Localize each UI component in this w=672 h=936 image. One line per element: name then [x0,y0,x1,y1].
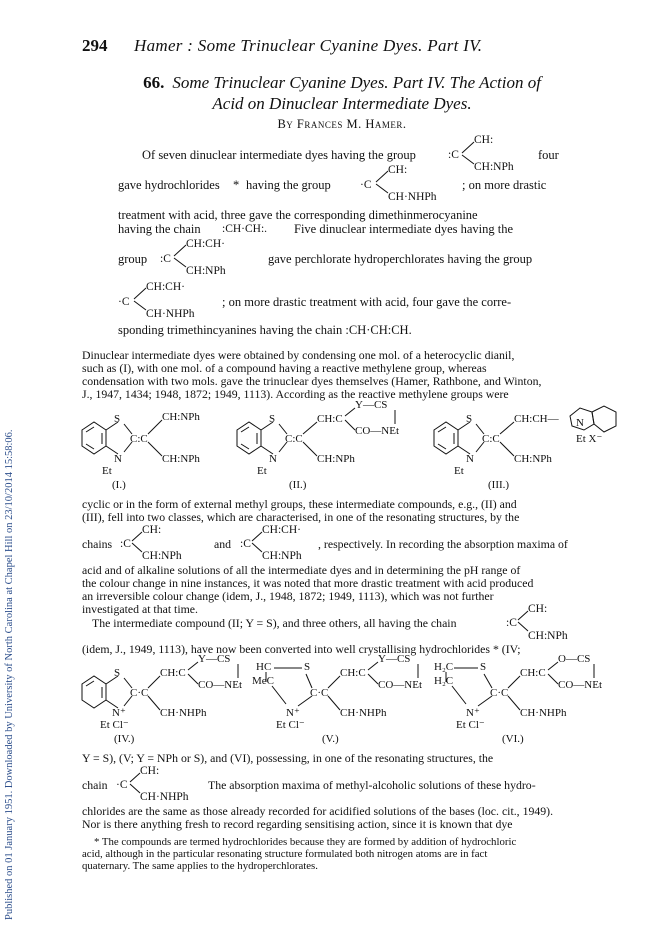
struct-II-cc: C:C [285,433,303,445]
structure-V [252,654,432,746]
struct-IV-s: S [114,667,121,679]
chem-ch-nph: CH:NPh [528,630,568,642]
struct-III-et: Et [454,465,464,477]
struct-V-label: (V.) [322,733,339,745]
abstract-line-7: sponding trimethincyanines having the chain :CH·CH:CH. [118,323,412,337]
para1-line-3: condensation with two mols. gave the trinuclear dyes themselves (Hamer, Rathbone, and Winton, [82,374,542,388]
struct-V-r1: CH:C [340,667,366,679]
struct-IV-y: Y—CS [198,654,231,665]
struct-V-s: S [304,661,311,673]
struct-IV-r2: CH·NHPh [160,707,207,719]
page-number: 294 [82,36,108,55]
para3-line-2b: The absorption maxima of methyl-alcoholic solutions of these hydro- [208,778,536,792]
chem-ch-colon: CH: [474,134,494,146]
abstract-line-2a: gave hydrochlorides [118,178,220,192]
chem-ch-ch: CH:CH· [262,524,301,536]
chem-ch-colon: CH: [528,603,548,615]
chem-c-colon: :C [120,538,131,550]
title-line-1: Some Trinuclear Cyanine Dyes. Part IV. The Action of [172,73,541,92]
struct-IV-label: (IV.) [114,733,135,745]
para3-line-2a: chain [82,778,108,792]
structure-VI [432,654,607,746]
chem-c-dot: ·C [116,779,128,791]
chem-ch-ch: CH:CH· [186,238,225,250]
struct-III-n: N [466,453,474,465]
struct-IV-co: CO—NEt [198,679,242,691]
struct-I-label: (I.) [112,479,126,490]
struct-II-s: S [269,413,276,425]
struct-V-etcl: Et Cl⁻ [276,719,305,731]
struct-I-et: Et [102,465,112,477]
title-line-2: Acid on Dinuclear Intermediate Dyes. [212,94,472,113]
para2-line-8a: The intermediate compound (II; Y = S), and three others, all having the chain [92,616,457,630]
chem-ch-nhph: CH·NHPh [140,791,189,803]
chem-ch-nph: CH:NPh [262,550,302,562]
para3-line-3: chlorides are the same as those already recorded for acidified solutions of the bases (loc. cit., 1949). [82,804,554,818]
para2-line-9: (idem, J., 1949, 1113), have now been converted into well crystallising hydrochlorides * (IV; [82,642,521,656]
chem-ch-colon: CH: [388,164,408,176]
struct-III-etx: Et X⁻ [576,433,603,445]
structure-III [424,400,624,490]
chem-c-colon: :C [160,253,171,265]
struct-III-s: S [466,413,473,425]
para2-line-2: (III), fell into two classes, which are characterised, in one of the resonating structures, by the [82,510,520,524]
abstract-line-2b: having the group [246,178,331,192]
struct-III-r2: CH:NPh [514,453,552,465]
para3-line-4: Nor is there anything fresh to record regarding sensitising action, since it is known that dye [82,817,513,831]
abstract-line-3: treatment with acid, three gave the corresponding dimethinmerocyanine [118,208,478,222]
download-watermark: Published on 01 January 1951. Downloaded by University of North Carolina at Chapel Hill on 23/10/2014 15:58:06. [4,429,15,920]
struct-II-y: Y—CS [355,400,388,411]
structure-I [72,400,242,490]
struct-I-r2: CH:NPh [162,453,200,465]
chem-ch-nhph: CH·NHPh [388,191,437,203]
struct-V-hc: HC [256,661,272,673]
chem-c-colon: :C [506,617,517,629]
struct-II-label: (II.) [289,479,307,490]
chem-ch-nph: CH:NPh [186,265,226,277]
para2-line-3a: chains [82,537,113,551]
struct-VI-label: (VI.) [502,733,524,745]
para2-line-5: the colour change in nine instances, it was noted that more drastic treatment with acid produced [82,576,534,590]
para1-line-2: such as (I), with one mol. of a compound having a reactive methylene group, whereas [82,361,487,375]
struct-IV-cc: C·C [130,687,149,699]
struct-V-n: N⁺ [286,707,300,719]
para3-line-1: Y = S), (V; Y = NPh or S), and (VI), possessing, in one of the resonating structures, the [82,751,494,765]
struct-VI-co: CO—NEt [558,679,602,691]
para2-line-4: acid and of alkaline solutions of all the intermediate dyes and in determining the pH range of [82,563,521,577]
chem-ch-nph: CH:NPh [142,550,182,562]
struct-VI-r2: CH·NHPh [520,707,567,719]
footnote-line-1: * The compounds are termed hydrochlorides because they are formed by addition of hydrochloric [94,836,517,848]
abstract-line-4b: Five dinuclear intermediate dyes having the [294,222,514,236]
para2-line-3b: and [214,537,232,551]
footnote-line-2: acid, although in the particular resonating structure formulated both nitrogen atoms are in fact [82,848,488,860]
structure-IV [72,654,252,746]
chem-chain: :CH·CH:. [222,223,268,235]
abstract-line-1b: four [538,148,559,162]
struct-VI-cc: C·C [490,687,509,699]
abstract-line-5b: gave perchlorate hydroperchlorates having the group [268,252,533,266]
para2-line-7: investigated at that time. [82,602,198,616]
footnote-line-3: quaternary. The same applies to the hydroperchlorates. [82,860,318,872]
footnote-star: * [233,178,240,192]
struct-IV-r1: CH:C [160,667,186,679]
structure-II [227,400,427,490]
running-title: Hamer : Some Trinuclear Cyanine Dyes. Part IV. [134,36,483,55]
author-line: By Frances M. Hamer. [277,117,407,131]
struct-VI-y: O—CS [558,654,591,665]
struct-VI-etcl: Et Cl⁻ [456,719,485,731]
struct-V-cc: C·C [310,687,329,699]
struct-V-y: Y—CS [378,654,411,665]
para1-line-1: Dinuclear intermediate dyes were obtained by condensing one mol. of a heterocyclic dianil, [82,348,515,362]
chem-c-dot: ·C [360,179,372,191]
para2-line-6: an irreversible colour change (idem, J., 1948, 1872; 1949, 1113), which was not further [82,589,494,603]
struct-II-r2: CH:NPh [317,453,355,465]
chem-ch-colon: CH: [142,524,162,536]
struct-VI-h2c-1: H₂C [434,661,454,673]
struct-V-mec: MeC [252,675,274,687]
struct-VI-n: N⁺ [466,707,480,719]
chem-ch-colon: CH: [140,765,160,777]
abstract-line-4a: having the chain [118,222,201,236]
chem-c-colon: :C [448,149,459,161]
struct-II-r1: CH:C [317,413,343,425]
chem-c-colon: :C [240,538,251,550]
chem-ch-ch: CH:CH· [146,281,185,293]
struct-VI-r1: CH:C [520,667,546,679]
struct-II-et: Et [257,465,267,477]
struct-V-r2: CH·NHPh [340,707,387,719]
struct-I-s: S [114,413,121,425]
para2-line-3c: , respectively. In recording the absorption maxima of [318,537,568,551]
chem-c-dot: ·C [118,296,130,308]
chem-ch-nhph: CH·NHPh [146,308,195,320]
article-number: 66. [143,73,165,92]
abstract-line-2c: ; on more drastic [462,178,547,192]
struct-II-n: N [269,453,277,465]
struct-IV-etcl: Et Cl⁻ [100,719,129,731]
struct-I-cc: C:C [130,433,148,445]
article-title [82,72,602,114]
struct-V-co: CO—NEt [378,679,422,691]
struct-I-r1: CH:NPh [162,411,200,423]
chem-ch-nph: CH:NPh [474,161,514,173]
struct-II-co: CO—NEt [355,425,399,437]
struct-VI-s: S [480,661,487,673]
struct-I-n: N [114,453,122,465]
struct-IV-n: N⁺ [112,707,126,719]
para1-line-4: J., 1947, 1434; 1948, 1872; 1949, 1113). According as the reactive methylene groups were [82,387,509,401]
abstract-line-1a: Of seven dinuclear intermediate dyes having the group [142,148,416,162]
struct-III-n-plus: N [576,417,584,429]
abstract-line-6: ; on more drastic treatment with acid, four gave the corre- [222,295,512,309]
struct-III-label: (III.) [488,479,510,490]
abstract-line-5a: group [118,252,148,266]
para2-line-1: cyclic or in the form of external methyl groups, these intermediate compounds, e.g., (II) and [82,497,517,511]
struct-III-cc: C:C [482,433,500,445]
struct-III-r1: CH:CH— [514,413,559,425]
struct-VI-h2c-2: H₂C [434,675,454,687]
